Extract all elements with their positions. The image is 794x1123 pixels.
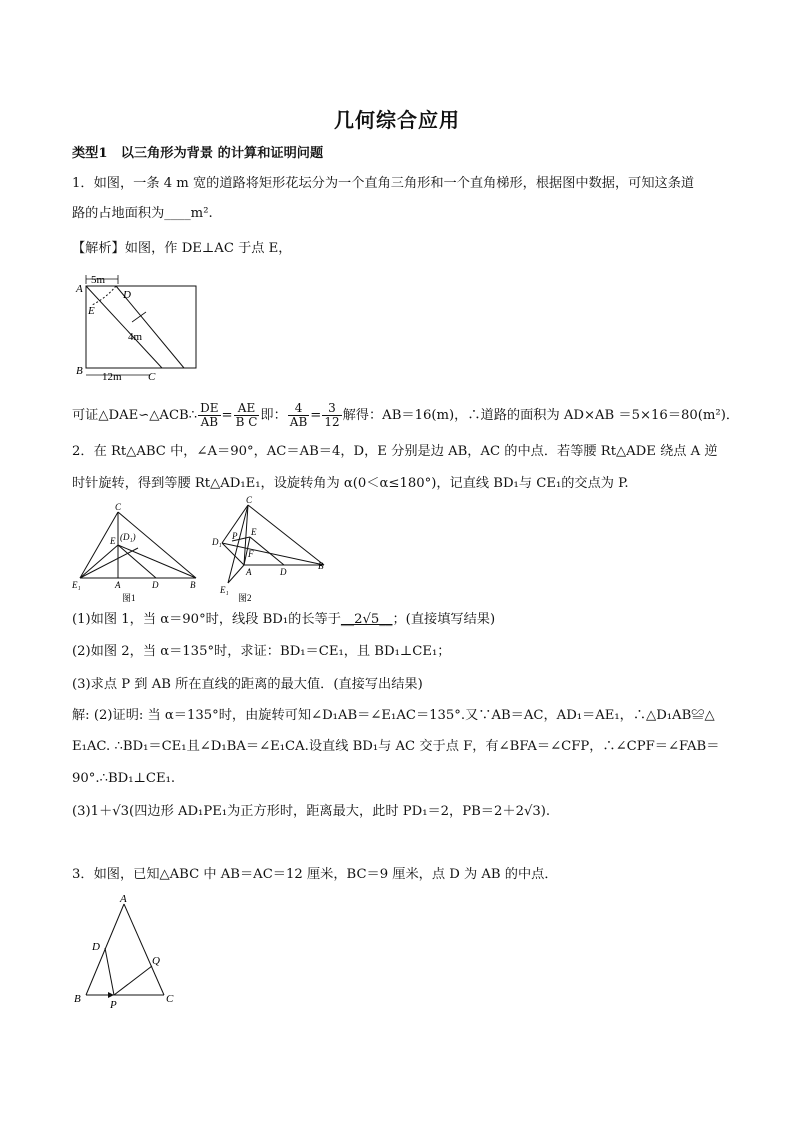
q1-label-d: D <box>123 289 131 301</box>
q2-sub2: (2)如图 2，当 α＝135°时，求证：BD₁＝CE₁，且 BD₁⊥CE₁； <box>72 644 451 659</box>
q2-solution-line4: (3)1＋√3(四边形 AD₁PE₁为正方形时，距离最大，此时 PD₁＝2，PB＝2＋2√3). <box>72 804 551 819</box>
q2-fig1-caption: 图1 <box>122 593 136 603</box>
q2f1-c: C <box>115 502 122 512</box>
q1-proof-prefix: 可证△DAE∽△ACB∴ <box>72 408 198 423</box>
q2f2-d: D <box>280 567 287 577</box>
q1-proof-suffix: 解得：AB＝16(m)，∴道路的面积为 AD×AB ＝5×16＝80(m²)． <box>342 408 740 423</box>
section-heading: 类型1 以三角形为背景 的计算和证明问题 <box>72 146 324 161</box>
page-title: 几何综合应用 <box>334 108 460 132</box>
q1-mid: 即： <box>260 408 287 423</box>
q1-frac-ae-bc <box>234 402 260 429</box>
q3-line1: 3．如图，已知△ABC 中 AB＝AC＝12 厘米，BC＝9 厘米，点 D 为 AB 的中点． <box>72 867 558 882</box>
q3-label-q: Q <box>152 955 160 967</box>
q2-figure-1 <box>72 500 202 609</box>
q2f2-e1: E₁ <box>220 585 229 595</box>
q2-sub1-text: (1)如图 1，当 α＝90°时，线段 BD₁的长等于 <box>72 612 341 627</box>
q1-label-b: B <box>76 365 83 377</box>
q2-solution-line3: 90°.∴BD₁⊥CE₁. <box>72 771 176 786</box>
q2-fig2-caption: 图2 <box>238 593 252 603</box>
q2-sub1-answer: __2√5__ <box>340 612 393 627</box>
q2-line2: 时针旋转，得到等腰 Rt△AD₁E₁，设旋转角为 α(0＜α≤180°)，记直线 BD₁与 CE₁的交点为 P. <box>72 476 629 491</box>
q2-sub1 <box>72 611 495 629</box>
frac-num: 3 <box>322 402 341 416</box>
frac-num: DE <box>200 401 219 415</box>
q1-figure <box>72 270 212 389</box>
q2f1-b: B <box>190 580 196 590</box>
q3-label-c: C <box>166 993 174 1005</box>
q2f1-d1: (D₁) <box>120 532 136 542</box>
q2f2-f: F <box>248 549 254 559</box>
q2f2-b: B <box>318 561 324 571</box>
q2-sub1-tail: ；(直接填写结果) <box>392 612 496 627</box>
q2f1-d: D <box>152 580 159 590</box>
q1-equal: = <box>221 408 233 423</box>
q2f2-p: P <box>232 531 238 541</box>
q2-line1: 2．在 Rt△ABC 中，∠A＝90°，AC＝AB＝4，D，E 分别是边 AB，AC 的中点．若等腰 Rt△ADE 绕点 A 逆 <box>72 444 718 459</box>
q3-label-d: D <box>92 941 100 953</box>
q1-label-c: C <box>148 371 156 383</box>
q2f2-a: A <box>246 567 252 577</box>
q3-label-b: B <box>74 993 81 1005</box>
q2f2-e: E <box>251 527 257 537</box>
q1-label-5m: 5m <box>91 274 106 286</box>
q3-label-a: A <box>120 893 127 905</box>
q1-frac-4-ab <box>288 402 309 429</box>
q1-frac-3-12 <box>322 402 341 429</box>
q1-line1: 1．如图，一条 4 m 宽的道路将矩形花坛分为一个直角三角形和一个直角梯形，根据图中数据，可知这条道 <box>72 176 695 191</box>
q1-label-12m: 12m <box>102 371 122 383</box>
q1-label-e: E <box>88 305 95 317</box>
q1-label-4m: 4m <box>128 331 143 343</box>
q2-solution-line2: E₁AC. ∴BD₁＝CE₁且∠D₁BA＝∠E₁CA.设直线 BD₁与 AC 交于点 F，有∠BFA＝∠CFP，∴∠CPF＝∠FAB＝ <box>72 739 720 754</box>
q3-label-p: P <box>110 999 117 1011</box>
q2-solution-line1: 解: (2)证明: 当 α＝135°时，由旋转可知∠D₁AB＝∠E₁AC＝135°.又∵AB＝AC，AD₁＝AE₁，∴△D₁AB≌△ <box>72 708 715 723</box>
q1-proof <box>72 402 739 429</box>
q2f1-a: A <box>115 580 121 590</box>
q1-label-a: A <box>76 283 83 295</box>
frac-den: B C <box>235 415 258 429</box>
q2-figure-2 <box>208 495 333 609</box>
q2f2-d1: D₁ <box>212 537 222 547</box>
q2f2-c: C <box>246 495 253 505</box>
q1-frac-de-ab <box>198 402 220 429</box>
frac-num: 4 <box>288 402 309 416</box>
q2f1-e1: E₁ <box>72 580 81 590</box>
q2-sub3: (3)求点 P 到 AB 所在直线的距离的最大值．(直接写出结果) <box>72 677 423 692</box>
frac-num: AE <box>234 402 260 416</box>
frac-den: AB <box>200 415 219 429</box>
frac-den: 12 <box>324 415 340 429</box>
q1-line2: 路的占地面积为____m². <box>72 206 213 221</box>
frac-den: AB <box>289 415 308 429</box>
q3-figure <box>72 890 192 1019</box>
q2f1-e: E <box>110 536 116 546</box>
q1-equal-2: = <box>310 408 322 423</box>
q1-analysis: 【解析】如图，作 DE⊥AC 于点 E， <box>72 241 292 256</box>
